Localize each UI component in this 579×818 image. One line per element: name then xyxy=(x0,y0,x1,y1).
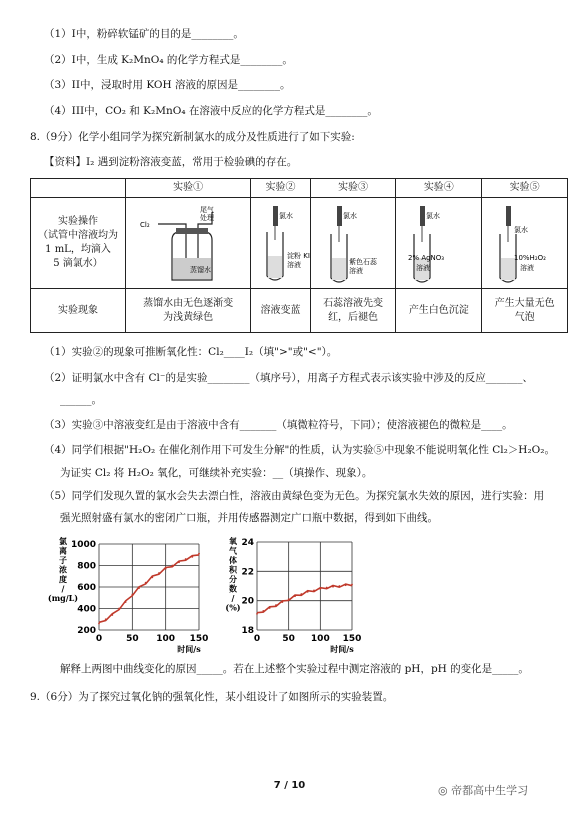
phenomenon-label: 实验现象 xyxy=(31,289,126,333)
x-tick-label: 150 xyxy=(189,634,209,644)
q8-part2b: ______。 xyxy=(60,394,102,406)
data-point xyxy=(118,608,120,610)
q8-part5b: 强光照射盛有氯水的密闭广口瓶，并用传感器测定广口瓶中数据，得到如下曲线。 xyxy=(60,512,438,524)
x-axis-label: 时间/s xyxy=(330,644,354,654)
y-axis-label-char: / xyxy=(231,593,235,603)
data-point xyxy=(131,594,133,596)
illustration-exp5 xyxy=(482,198,568,289)
y-axis-label-char: 数 xyxy=(229,583,237,594)
x-tick-label: 100 xyxy=(156,634,176,644)
table-header-2: 实验② xyxy=(251,179,310,198)
q8-part4a: （4）同学们根据"H₂O₂ 在催化剂作用下可发生分解"的性质，认为实验⑤中现象不能说明氧化性 Cl₂＞H₂O₂。 xyxy=(44,444,555,456)
x-tick-label: 100 xyxy=(310,634,330,644)
oxygen-fraction-chart xyxy=(225,530,365,660)
chloride-concentration-chart xyxy=(47,530,215,660)
y-axis-label-char: 体 xyxy=(229,555,237,565)
y-axis-label-char: 氯 xyxy=(59,536,67,546)
y-tick-label: 800 xyxy=(77,561,96,572)
page-number: 7 / 10 xyxy=(273,780,306,791)
experiment-table xyxy=(30,178,568,333)
y-axis-label-char: / xyxy=(61,583,65,594)
q8-part4b: 为证实 Cl₂ 将 H₂O₂ 氧化，可继续补充实验：__（填操作、现象）。 xyxy=(60,467,373,479)
test-tube-diagram-3 xyxy=(313,200,403,286)
y-tick-label: 600 xyxy=(77,583,96,593)
gas-bottle-diagram xyxy=(128,200,228,286)
y-tick-label: 24 xyxy=(241,538,254,548)
data-point xyxy=(262,610,264,612)
watermark: ◎ 帝都高中生学习 xyxy=(438,784,529,797)
data-point xyxy=(158,572,160,574)
y-tick-label: 1000 xyxy=(70,540,96,550)
data-point xyxy=(145,582,147,584)
data-point xyxy=(351,584,353,586)
x-tick-label: 0 xyxy=(95,634,103,644)
data-curve xyxy=(99,555,199,622)
svg-text:溶液: 溶液 xyxy=(287,261,302,269)
y-tick-label: 200 xyxy=(77,626,96,636)
cl2-label: Cl₂ xyxy=(140,221,150,229)
q8-part1: （1）实验②的现象可推断氧化性：Cl₂____I₂（填">"或"<"）。 xyxy=(44,346,338,358)
data-point xyxy=(313,590,315,592)
svg-text:氯水: 氯水 xyxy=(426,212,441,220)
y-axis-label-char: 积 xyxy=(229,564,237,575)
q8-part3: （3）实验③中溶液变红是由于溶液中含有_______（填微粒符号，下同）；使溶液褪色的微粒是____。 xyxy=(44,419,513,431)
svg-text:氯水: 氯水 xyxy=(514,226,529,234)
test-tube-diagram-5 xyxy=(484,200,564,286)
illustration-exp3 xyxy=(310,198,396,289)
svg-text:氯水: 氯水 xyxy=(279,212,294,220)
svg-text:溶液: 溶液 xyxy=(416,264,431,272)
table-header-3: 实验③ xyxy=(310,179,396,198)
data-point xyxy=(98,623,100,625)
y-axis-label-char: 度 xyxy=(59,574,67,584)
data-point xyxy=(275,604,277,606)
table-header-4: 实验④ xyxy=(396,179,482,198)
y-axis-label-char: (%) xyxy=(225,602,241,613)
operation-label: 实验操作 （试管中溶液均为 1 mL，均滴入 5 滴氯水） xyxy=(31,198,126,289)
svg-text:紫色石蕊: 紫色石蕊 xyxy=(348,258,377,266)
data-point xyxy=(198,553,200,555)
test-tube-diagram-4 xyxy=(398,200,478,286)
data-point xyxy=(105,618,107,620)
q8-info: 【资料】I₂ 遇到淀粉溶液变蓝，常用于检验碘的存在。 xyxy=(44,156,298,168)
data-point xyxy=(171,565,173,567)
y-axis-label-char: 氧 xyxy=(229,536,237,546)
y-axis-label-char: 离 xyxy=(59,545,67,556)
svg-text:2% AgNO₃: 2% AgNO₃ xyxy=(408,254,445,262)
q8-part5c: 解释上两图中曲线变化的原因_____。若在上述整个实验过程中测定溶液的 pH，pH 的变化是_____。 xyxy=(60,663,529,675)
y-axis-label-char: 子 xyxy=(59,555,67,565)
data-point xyxy=(319,588,321,590)
data-point xyxy=(338,585,340,587)
phenomenon-exp4: 产生白色沉淀 xyxy=(396,289,482,333)
data-point xyxy=(288,598,290,600)
y-tick-label: 20 xyxy=(241,596,254,607)
data-point xyxy=(294,595,296,597)
phenomenon-exp2: 溶液变蓝 xyxy=(251,289,310,333)
table-header-1: 实验① xyxy=(126,179,251,198)
tail-treatment-label: 处理 xyxy=(200,214,214,222)
q9-intro: 9.（6分）为了探究过氧化钠的强氧化性，某小组设计了如图所示的实验装置。 xyxy=(30,691,394,703)
data-point xyxy=(307,591,309,593)
y-axis-label-char: (mg/L) xyxy=(47,593,79,603)
y-axis-label-char: 浓 xyxy=(59,564,67,575)
y-tick-label: 18 xyxy=(241,626,254,636)
data-curve xyxy=(257,584,352,613)
data-point xyxy=(269,607,271,609)
illustration-exp2 xyxy=(251,198,310,289)
q8-intro: 8.（9分）化学小组同学为探究新制氯水的成分及性质进行了如下实验: xyxy=(30,131,355,143)
x-tick-label: 150 xyxy=(342,634,362,644)
data-point xyxy=(125,601,127,603)
table-header-blank xyxy=(31,179,126,198)
q7-line-4: （4）III中，CO₂ 和 K₂MnO₄ 在溶液中反应的化学方程式是________。 xyxy=(44,105,378,117)
data-point xyxy=(178,561,180,563)
x-axis-label: 时间/s xyxy=(177,644,201,654)
tail-gas-label: 尾气 xyxy=(200,206,214,214)
phenomenon-exp1: 蒸馏水由无色逐渐变 为浅黄绿色 xyxy=(126,289,251,333)
data-point xyxy=(345,584,347,586)
y-tick-label: 400 xyxy=(77,604,96,615)
y-tick-label: 22 xyxy=(241,567,254,578)
data-point xyxy=(281,601,283,603)
q8-part5a: （5）同学们发现久置的氯水会失去漂白性，溶液由黄绿色变为无色。为探究氯水失效的原因，进行实验：用 xyxy=(44,490,545,502)
q7-line-1: （1）I中，粉碎软锰矿的目的是________。 xyxy=(44,28,244,40)
data-point xyxy=(185,558,187,560)
q7-line-3: （3）II中，浸取时用 KOH 溶液的原因是________。 xyxy=(44,79,291,91)
svg-text:淀粉 KI: 淀粉 KI xyxy=(287,252,311,260)
table-header-5: 实验⑤ xyxy=(482,179,568,198)
data-point xyxy=(111,614,113,616)
distilled-water-label: 蒸馏水 xyxy=(190,266,211,274)
data-point xyxy=(151,576,153,578)
data-point xyxy=(191,556,193,558)
svg-text:溶液: 溶液 xyxy=(348,267,363,275)
data-point xyxy=(256,613,258,615)
x-tick-label: 0 xyxy=(253,634,261,644)
illustration-exp1 xyxy=(126,198,251,289)
x-tick-label: 50 xyxy=(282,634,295,644)
data-point xyxy=(332,586,334,588)
data-point xyxy=(138,587,140,589)
illustration-exp4 xyxy=(396,198,482,289)
data-point xyxy=(165,568,167,570)
svg-text:溶液: 溶液 xyxy=(520,264,535,272)
x-tick-label: 50 xyxy=(126,634,139,644)
y-axis-label-char: 分 xyxy=(229,574,237,584)
y-axis-label-char: 气 xyxy=(229,545,237,556)
data-point xyxy=(300,593,302,595)
q8-part2a: （2）证明氯水中含有 Cl⁻的是实验________（填序号），用离子方程式表示该实验中涉及的反应_______、 xyxy=(44,372,533,384)
phenomenon-exp5: 产生大量无色 气泡 xyxy=(482,289,568,333)
phenomenon-exp3: 石蕊溶液先变 红，后褪色 xyxy=(310,289,396,333)
svg-text:氯水: 氯水 xyxy=(342,212,357,220)
data-point xyxy=(326,587,328,589)
svg-text:10%H₂O₂: 10%H₂O₂ xyxy=(514,254,547,262)
q7-line-2: （2）I中，生成 K₂MnO₄ 的化学方程式是________。 xyxy=(44,54,293,66)
